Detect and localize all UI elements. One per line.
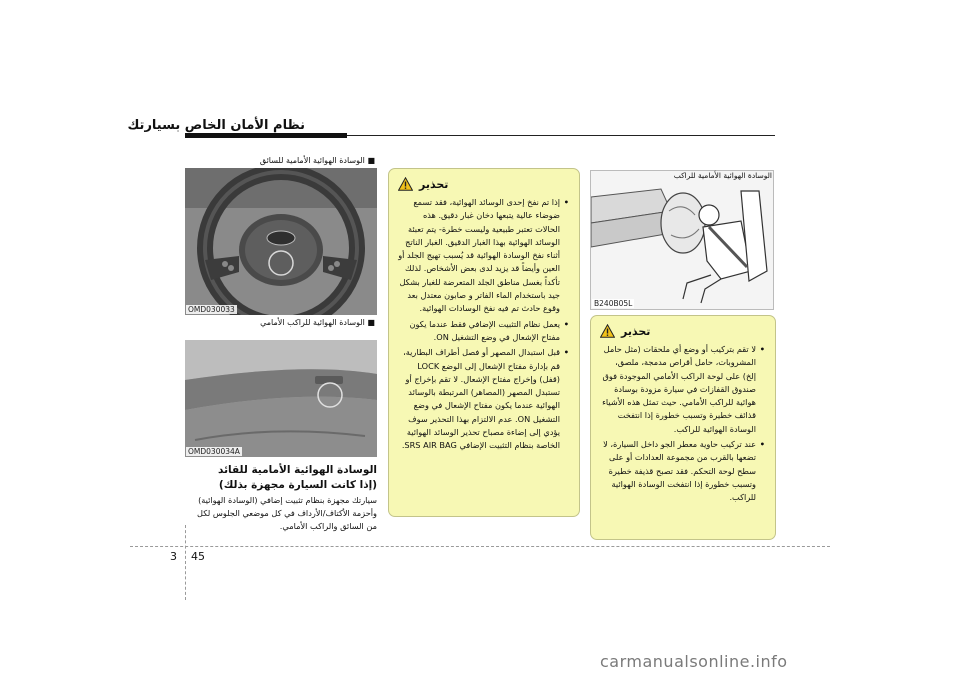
dashboard-photo: [185, 340, 377, 457]
watermark-text: carmanualsonline.info: [600, 652, 788, 671]
photo-code-passenger: OMD030034A: [188, 447, 240, 456]
section-body-text: سيارتك مجهزة بنظام تثبيت إضافي (الوسادة الهوائية) وأحزمة الأكتاف/الأرداف في كل موضعي الجلوس لكل من السائق والراكب الأمامي.: [197, 495, 377, 531]
warning-list: [398, 196, 570, 453]
warning-label: تحذير: [621, 324, 651, 338]
chapter-number: 3: [170, 550, 177, 563]
section-heading-line1: الوسادة الهوائية الأمامية للقائد: [218, 464, 377, 476]
warning-header: [398, 177, 570, 191]
page-header-title: نظام الأمان الخاص بسيارتك: [127, 118, 305, 133]
section-heading-line2: (إذا كانت السيارة مجهزة بذلك): [218, 479, 377, 491]
dashboard-illustration: [185, 340, 377, 457]
seat-airbag-illustration: [591, 171, 774, 310]
warning-triangle-icon: [600, 324, 615, 338]
section-heading: [185, 463, 377, 493]
photo-code-driver: OMD030033: [188, 305, 235, 314]
photo-code-seat: B240B05L: [594, 299, 633, 308]
warning-label: تحذير: [419, 177, 449, 191]
passenger-airbag-diagram: [590, 170, 774, 310]
warning-item: • يعمل نظام التثبيت الإضافي فقط عندما يكون مفتاح الإشعال في وضع التشغيل ON.: [398, 318, 560, 345]
warning-header: [600, 324, 766, 338]
warning-item: • إذا تم نفخ إحدى الوسائد الهوائية، فقد تسمع ضوضاء عالية يتبعها دخان غبار دقيق. هذه الحالات تعتبر طبيعية وليست خطرة- يتم تعبئة الوسائد الهوائية بهذا الغبار الدقيق. الغبار الناتج أثناء نفخ الوسادة الهوائية قد يُسبب تهيج الجلد أو العين وأيضاً قد يزيد لدى بعض الأشخاص. لذلك تأكداً بغسل مناطق الجلد المتعرضة للغبار بشكل جيد باستخدام الماء الفاتر و صابون معتدل بعد وقوع حادث تم فيه نفخ الوسادات الهوائية.: [398, 196, 560, 316]
page-number: 45: [191, 550, 205, 563]
warning-box-passenger-accessories: [590, 315, 776, 540]
footer-divider: [185, 525, 186, 600]
header-accent-bar: [185, 133, 347, 138]
warning-box-airbag-deployment: [388, 168, 580, 517]
photo-caption-passenger: ■ الوسادة الهوائية للراكب الأمامي: [260, 318, 375, 327]
warning-item: • لا تقم بتركيب أو وضع أي ملحقات (مثل حامل المشروبات، حامل أقراص مدمجة، ملصق، إلخ) على لوحة الراكب الأمامي الموجودة فوق صندوق القفازات في سيارة مزودة بوسادة هوائية للراكب الأمامي. حيث تمثل هذه الأشياء قذائف خطيرة وتسبب خطورة إذا انتفخت الوسادة الهوائية للراكب.: [600, 343, 756, 436]
warning-item: • قبل استبدال المصهر أو فصل أطراف البطارية، قم بإدارة مفتاح الإشعال إلى الوضع LOCK (قفل) وإخراج مفتاح الإشعال. لا تقم بإخراج أو تستبدل المصهر (المصاهر) المرتبطة بالوسائد الهوائية عندما يكون مفتاح الإشعال في وضع التشغيل ON. عدم الالتزام بهذا التحذير سوف يؤدي إلى إضاءة مصباح تحذير الوسائد الهوائية الخاصة بنظام التثبيت الإضافي SRS AIR BAG.: [398, 346, 560, 452]
footer-rule: [130, 546, 830, 547]
warning-list: [600, 343, 766, 505]
steering-wheel-photo: [185, 168, 377, 315]
photo-caption-driver: ■ الوسادة الهوائية الأمامية للسائق: [259, 156, 375, 165]
steering-wheel-illustration: [185, 168, 377, 315]
photo-caption-seat: الوسادة الهوائية الأمامية للراكب: [673, 171, 772, 180]
warning-item: • عند تركيب حاوية معطر الجو داخل السيارة، لا تضعها بالقرب من مجموعة العدادات أو على سطح لوحة التحكم. فقد تصبح قذيفة خطيرة وتسبب خطورة إذا انتفخت الوسادة الهوائية للراكب.: [600, 438, 756, 504]
warning-triangle-icon: [398, 177, 413, 191]
